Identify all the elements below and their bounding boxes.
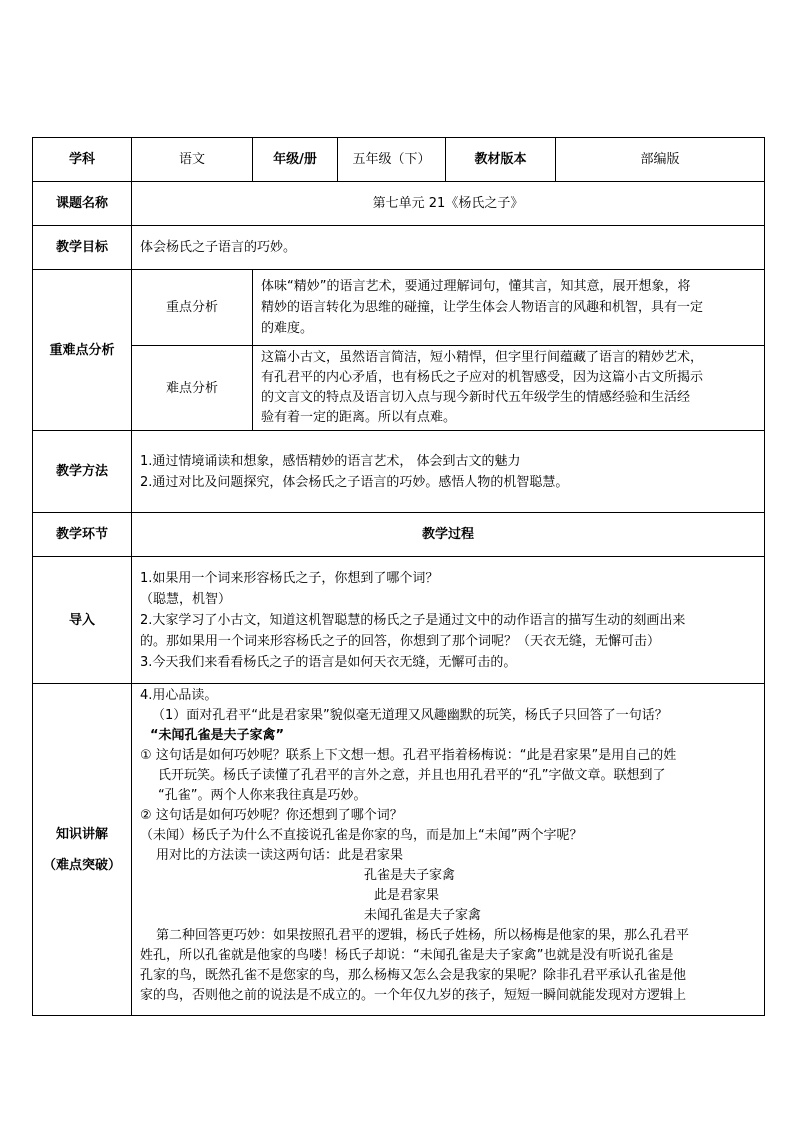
key-analysis-line: 的难度。 [261,321,314,336]
grade-label: 年级/册 [253,138,338,182]
intro-line: 1.如果用一个词来形容杨氏之子，你想到了哪个词？ [140,570,439,586]
key-analysis-line: 体味“精妙”的语言艺术，要通过理解词句，懂其言，知其意，展开想象，将 [261,279,691,294]
lesson-plan-sheet [32,137,764,1016]
key-analysis-label: 重点分析 [132,270,253,346]
edition-label: 教材版本 [446,138,556,182]
knowledge-row [33,684,765,1016]
difficult-analysis-label: 难点分析 [132,346,253,431]
process-label: 教学过程 [132,513,765,557]
knowledge-line: 孔家的鸟，既然孔雀不是您家的鸟，那么杨梅又怎么会是我家的果呢？除非孔君平承认孔雀是他 [140,968,687,983]
intro-row [33,557,765,684]
goal-text: 体会杨氏之子语言的巧妙。 [132,226,765,270]
knowledge-line: 家的鸟，否则他之前的说法是不成立的。一个年仅九岁的孩子，短短一瞬间就能发现对方逻辑上 [140,988,687,1003]
compare-line: 未闻孔雀是夫子家禽 [364,908,482,923]
knowledge-line: ② 这句话是如何巧妙呢？你还想到了哪个词？ [140,808,403,823]
intro-line: 2.大家学习了小古文，知道这机智聪慧的杨氏之子是通过文中的动作语言的描写生动的刻画出来 [140,612,686,628]
difficult-analysis-row [33,346,765,431]
intro-label: 导入 [33,557,132,684]
lesson-title: 第七单元 21《杨氏之子》 [132,182,765,226]
goal-row [33,226,765,270]
difficult-analysis-line: 验有着一定的距离。所以有点难。 [261,410,457,425]
stage-label: 教学环节 [33,513,132,557]
intro-line: 的。那如果用一个词来形容杨氏之子的回答，你想到了那个词呢？（天衣无缝，无懈可击） [140,633,661,649]
subject-label: 学科 [33,138,132,182]
knowledge-line: 4.用心品读。 [140,688,218,703]
process-header-row [33,513,765,557]
knowledge-line: 姓孔，所以孔雀就是他家的鸟喽！杨氏子却说：“未闻孔雀是夫子家禽”也就是没有听说孔雀是 [140,948,674,963]
difficult-analysis-line: 这篇小古文，虽然语言简洁，短小精悍，但字里行间蕴藏了语言的精妙艺术， [261,350,704,365]
intro-text [132,557,765,684]
difficult-analysis-line: 的文言文的特点及语言切入点与现今新时代五年级学生的情感经验和生活经 [261,390,691,405]
method-text [132,431,765,513]
knowledge-line: 氏开玩笑。杨氏子读懂了孔君平的言外之意，并且也用孔君平的“孔”字做文章。联想到了 [158,768,666,783]
knowledge-sublabel: （难点突破） [42,857,121,873]
grade-value: 五年级（下） [338,138,446,182]
difficult-analysis-text [253,346,765,431]
knowledge-line: 用对比的方法读一读这两句话：此是君家果 [156,848,404,863]
subject-value: 语文 [132,138,253,182]
goal-label: 教学目标 [33,226,132,270]
edition-value: 部编版 [556,138,765,182]
knowledge-quote: “未闻孔雀是夫子家禽” [150,728,285,743]
intro-line: （聪慧，机智） [140,591,232,607]
knowledge-line: （1）面对孔君平“此是君家果”貌似毫无道理又风趣幽默的玩笑，杨氏子只回答了一句话？ [152,708,668,723]
knowledge-line: “孔雀”。两个人你来我往真是巧妙。 [158,788,367,803]
key-analysis-line: 精妙的语言转化为思维的碰撞，让学生体会人物语言的风趣和机智，具有一定 [261,300,704,315]
method-line: 1.通过情境诵读和想象，感悟精妙的语言艺术， 体会到古文的魅力 [140,453,521,469]
method-label: 教学方法 [33,431,132,513]
knowledge-line: 第二种回答更巧妙：如果按照孔君平的逻辑，杨氏子姓杨，所以杨梅是他家的果，那么孔君平 [156,928,690,943]
header-row [33,138,765,182]
knowledge-line: （未闻）杨氏子为什么不直接说孔雀是你家的鸟，而是加上“未闻”两个字呢？ [140,828,583,843]
intro-line: 3.今天我们来看看杨氏之子的语言是如何天衣无缝，无懈可击的。 [140,654,517,670]
method-row [33,431,765,513]
difficult-analysis-line: 有孔君平的内心矛盾，也有杨氏之子应对的机智感受，因为这篇小古文所揭示 [261,370,704,385]
analysis-label: 重难点分析 [33,270,132,431]
key-analysis-text [253,270,765,346]
knowledge-label-cell [33,684,132,1016]
compare-line: 孔雀是夫子家禽 [364,868,456,883]
knowledge-text [132,684,765,1016]
key-analysis-row [33,270,765,346]
lesson-plan-table [32,137,765,1016]
knowledge-label: 知识讲解 [55,826,108,842]
knowledge-line: ① 这句话是如何巧妙呢？联系上下文想一想。孔君平指着杨梅说：“此是君家果”是用自己的姓 [140,748,677,763]
compare-line: 此是君家果 [374,888,440,903]
method-line: 2.通过对比及问题探究，体会杨氏之子语言的巧妙。感悟人物的机智聪慧。 [140,474,569,490]
lesson-row [33,182,765,226]
lesson-label: 课题名称 [33,182,132,226]
